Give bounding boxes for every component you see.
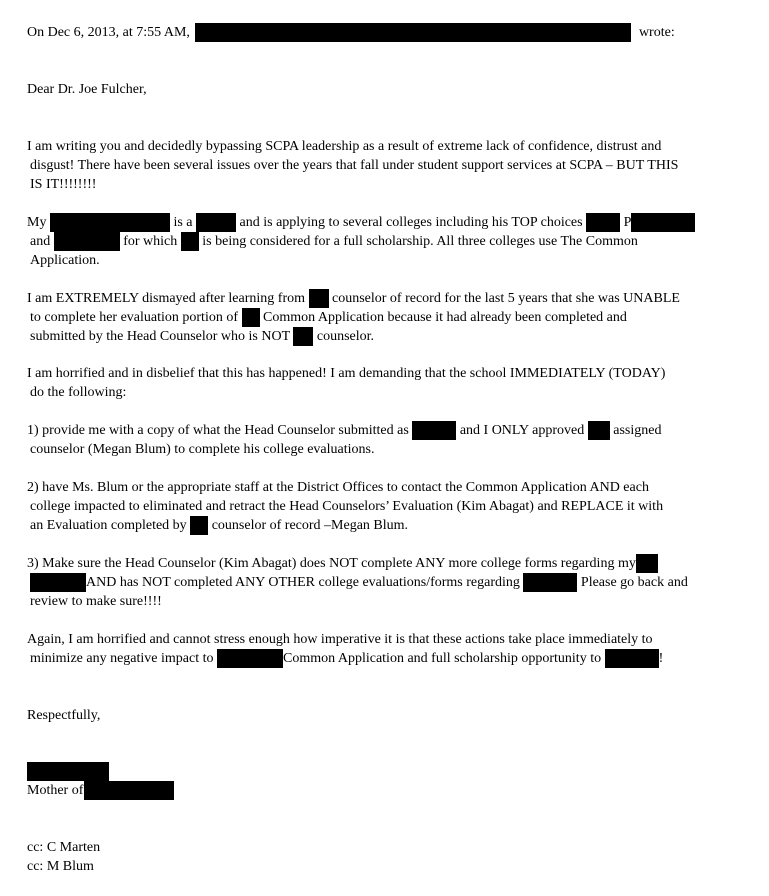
redaction-block [293, 327, 313, 346]
redaction-block [217, 649, 283, 668]
redaction-block [84, 781, 174, 800]
redaction-block [30, 573, 86, 592]
text-segment: submitted by the Head Counselor who is NOT [30, 329, 290, 344]
text-segment: to complete her evaluation portion of [30, 310, 238, 325]
text-segment: assigned [613, 423, 662, 438]
list-item-2-line-1: 2) have Ms. Blum or the appropriate staff at the District Offices to contact the Common Application AND each [27, 480, 649, 495]
closing: Respectfully, [27, 708, 101, 723]
text-segment: 1) provide me with a copy of what the Head Counselor submitted as [27, 423, 409, 438]
list-item-1-line-1 [27, 421, 661, 440]
text-segment: and [30, 234, 51, 249]
redaction-block [242, 308, 260, 327]
paragraph-2-line-3: Application. [30, 253, 100, 268]
cc-line-1: cc: C Marten [27, 840, 101, 855]
redaction-block [631, 213, 695, 232]
redaction-block [605, 649, 659, 668]
text-segment: is a [173, 215, 193, 230]
redaction-block [586, 213, 620, 232]
text-segment: P [623, 215, 631, 230]
paragraph-5-line-2 [30, 649, 663, 668]
salutation: Dear Dr. Joe Fulcher, [27, 82, 147, 97]
signature-relation [27, 781, 174, 800]
text-segment: 3) Make sure the Head Counselor (Kim Abagat) does NOT complete ANY more college forms regarding my [27, 556, 636, 571]
redaction-block [27, 762, 109, 781]
paragraph-2-line-2 [30, 232, 638, 251]
text-segment: counselor. [316, 329, 375, 344]
paragraph-4-line-2: do the following: [30, 385, 127, 400]
list-item-3-line-1 [27, 554, 658, 573]
list-item-3-line-2 [30, 573, 688, 592]
list-item-3-line-3: review to make sure!!!! [30, 594, 162, 609]
redaction-block [588, 421, 610, 440]
signature-name [27, 762, 109, 781]
list-item-2-line-2: college impacted to eliminated and retract the Head Counselors’ Evaluation (Kim Abagat) and REPLACE it with [30, 499, 664, 514]
text-segment: I am EXTREMELY dismayed after learning from [27, 291, 305, 306]
redaction-block [54, 232, 120, 251]
redaction-block [195, 23, 631, 42]
text-segment: Common Application because it had already been completed and [263, 310, 627, 325]
text-segment: and I ONLY approved [459, 423, 585, 438]
paragraph-3-line-2 [30, 308, 627, 327]
text-segment: is being considered for a full scholarship. All three colleges use The Common [202, 234, 638, 249]
text-segment: minimize any negative impact to [30, 651, 214, 666]
text-segment: counselor of record for the last 5 years that she was UNABLE [332, 291, 680, 306]
paragraph-3-line-3 [30, 327, 374, 346]
text-segment: for which [123, 234, 178, 249]
header-suffix: wrote: [638, 25, 675, 40]
text-segment: ! [658, 651, 664, 666]
redaction-block [523, 573, 577, 592]
redaction-block [636, 554, 658, 573]
paragraph-1-line-3: IS IT!!!!!!!! [30, 177, 97, 192]
text-segment: Mother of [27, 783, 84, 798]
text-segment: AND has NOT completed ANY OTHER college evaluations/forms regarding [86, 575, 520, 590]
paragraph-5-line-1: Again, I am horrified and cannot stress enough how imperative it is that these actions take place immediately to [27, 632, 653, 647]
paragraph-2-line-1 [27, 213, 695, 232]
paragraph-1-line-2: disgust! There have been several issues over the years that fall under student support services at SCPA – BUT THIS [30, 158, 679, 173]
list-item-2-line-3 [30, 516, 408, 535]
text-segment: My [27, 215, 47, 230]
redaction-block [412, 421, 456, 440]
cc-line-2: cc: M Blum [27, 859, 94, 874]
list-item-1-line-2: counselor (Megan Blum) to complete his college evaluations. [30, 442, 375, 457]
redaction-block [309, 289, 329, 308]
redaction-block [181, 232, 199, 251]
paragraph-3-line-1 [27, 289, 680, 308]
redaction-block [190, 516, 208, 535]
redaction-block [196, 213, 236, 232]
paragraph-1-line-1: I am writing you and decidedly bypassing SCPA leadership as a result of extreme lack of confidence, distrust and [27, 139, 662, 154]
text-segment: an Evaluation completed by [30, 518, 187, 533]
text-segment: Please go back and [580, 575, 688, 590]
text-segment: Common Application and full scholarship opportunity to [283, 651, 602, 666]
header-prefix: On Dec 6, 2013, at 7:55 AM, [27, 25, 190, 40]
text-segment: counselor of record –Megan Blum. [211, 518, 409, 533]
header-line [27, 23, 675, 42]
redaction-block [50, 213, 170, 232]
text-segment: and is applying to several colleges including his TOP choices [239, 215, 583, 230]
paragraph-4-line-1: I am horrified and in disbelief that this has happened! I am demanding that the school IMMEDIATELY (TODAY) [27, 366, 666, 381]
